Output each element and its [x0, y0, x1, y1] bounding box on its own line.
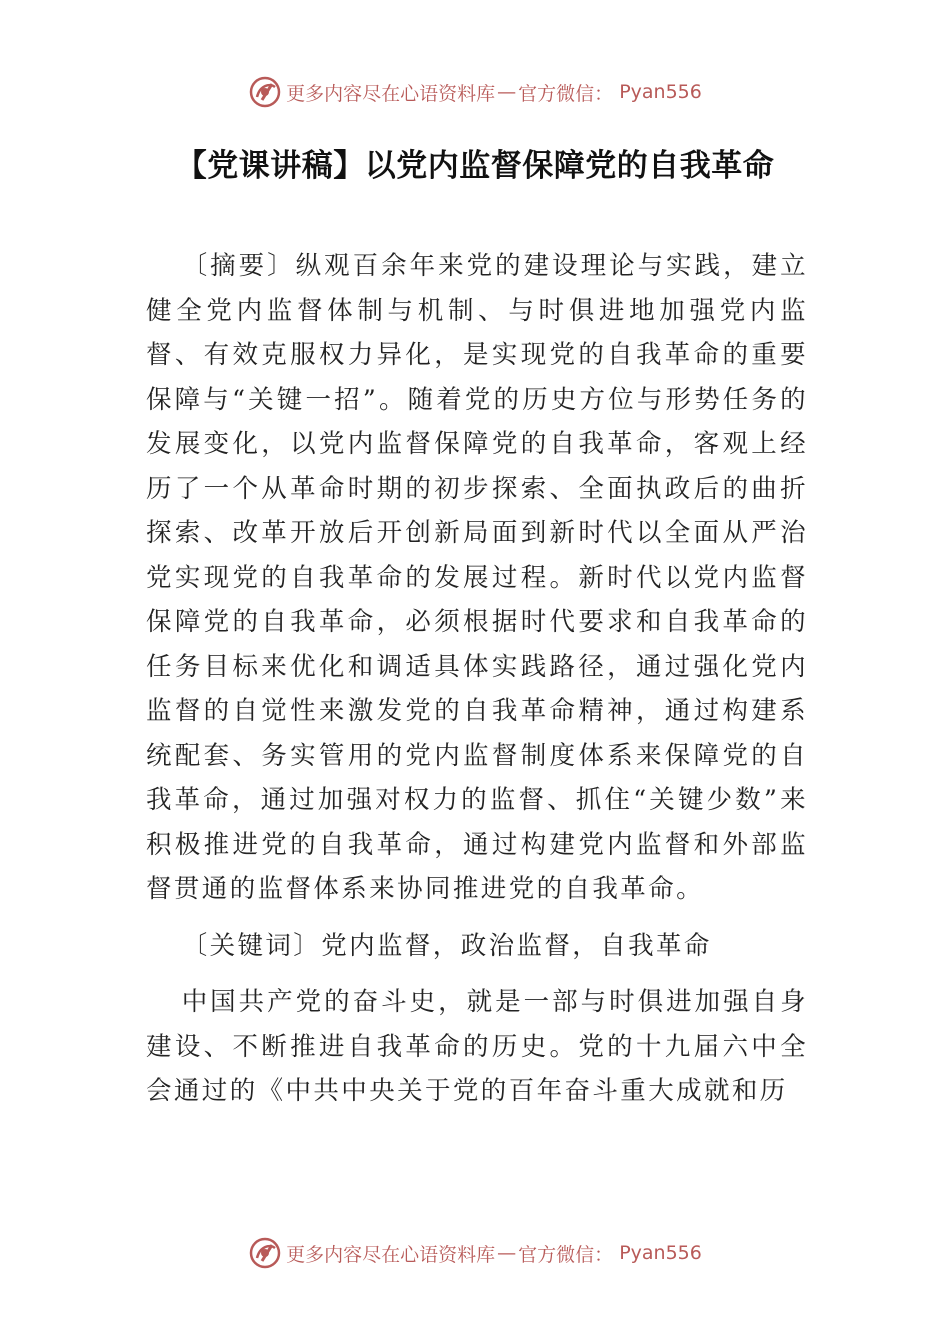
watermark-wechat-label: 官方微信：: [518, 82, 614, 105]
watermark-text: 更多内容尽在心语资料库: [286, 1243, 496, 1266]
watermark-text: 更多内容尽在心语资料库: [286, 82, 496, 105]
keywords-paragraph: 〔关键词〕党内监督，政治监督，自我革命: [181, 930, 712, 961]
document-title: 【党课讲稿】以党内监督保障党的自我革命: [175, 148, 775, 184]
logo-icon: [248, 75, 282, 109]
footer-watermark: [0, 1233, 950, 1273]
abstract-paragraph: 〔摘要〕纵观百余年来党的建设理论与实践，建立健全党内监督体制与机制、与时俱进地加强党内监督、有效克服权力异化，是实现党的自我革命的重要保障与“关键一招”。随着党的历史方位与形势任务的发展变化，以党内监督保障党的自我革命，客观上经历了一个从革命时期的初步探索、全面执政后的曲折探索、改革开放后开创新局面到新时代以全面从严治党实现党的自我革命的发展过程。新时代以党内监督保障党的自我革命，必须根据时代要求和自我革命的任务目标来优化和调适具体实践路径，通过强化党内监督的自觉性来激发党的自我革命精神，通过构建系统配套、务实管用的党内监督制度体系来保障党的自我革命，通过加强对权力的监督、抓住“关键少数”来积极推进党的自我革命，通过构建党内监督和外部监督贯通的监督体系来协同推进党的自我革命。: [146, 251, 808, 904]
document-body: [146, 244, 808, 1114]
logo-icon: [248, 1236, 282, 1270]
watermark-separator: —: [497, 1242, 517, 1264]
watermark-wechat-label: 官方微信：: [518, 1243, 614, 1266]
watermark-separator: —: [497, 81, 517, 103]
header-watermark: [0, 72, 950, 112]
watermark-wechat-id: Pyan556: [619, 1242, 702, 1264]
watermark-wechat-id: Pyan556: [619, 81, 702, 103]
body-paragraph: 中国共产党的奋斗史，就是一部与时俱进加强自身建设、不断推进自我革命的历史。党的十九届六中全会通过的《中共中央关于党的百年奋斗重大成就和历: [146, 987, 808, 1106]
